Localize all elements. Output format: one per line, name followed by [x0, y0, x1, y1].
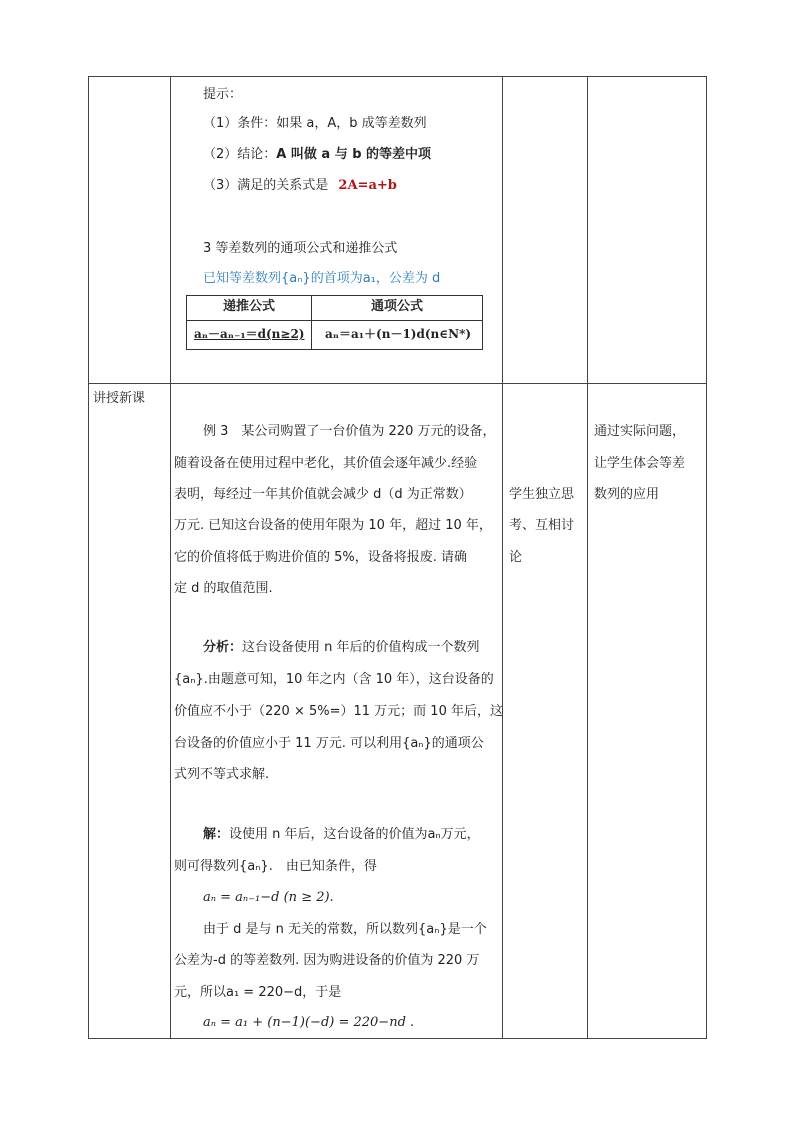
recursive-formula: aₙ－aₙ₋₁＝d(n≥2) [194, 327, 305, 341]
solution-first: 设使用 n 年后，这台设备的价值为aₙ万元， [229, 827, 480, 842]
table-right-border [706, 76, 707, 1039]
example-line: 例 3 某公司购置了一台价值为 220 万元的设备， [203, 424, 496, 439]
analysis-first: 这台设备使用 n 年后的价值构成一个数列 [242, 640, 480, 655]
table-col-divider-3 [587, 76, 588, 1039]
example-line: 万元. 已知这台设备的使用年限为 10 年，超过 10 年， [174, 518, 492, 533]
solution-first-line [203, 827, 480, 843]
general-formula: aₙ＝a₁＋(n－1)d(n∈N*) [325, 327, 472, 341]
example-line: 定 d 的取值范围. [174, 581, 273, 596]
hint-line-1: （1）条件：如果 a，A，b 成等差数列 [203, 116, 427, 131]
student-activity-line: 学生独立思 [509, 487, 575, 502]
solution-line: 则可得数列{aₙ}. 由已知条件，得 [174, 859, 377, 874]
analysis-line: {aₙ}.由题意可知，10 年之内（含 10 年），这台设备的 [174, 672, 494, 687]
table-row-divider [88, 383, 707, 384]
table-top-border [88, 76, 707, 77]
section-3-intro: 已知等差数列{aₙ}的首项为a₁，公差为 d [203, 271, 441, 286]
design-intent-line: 通过实际问题， [594, 424, 686, 439]
hint-line-2 [203, 147, 431, 163]
table-left-border [88, 76, 89, 1039]
analysis-line: 台设备的价值应小于 11 万元. 可以利用{aₙ}的通项公 [174, 736, 484, 751]
hint-formula: 2A=a+b [338, 178, 397, 193]
analysis-first-line [203, 640, 480, 656]
formula-header-recursive: 递推公式 [222, 299, 275, 314]
student-activity-line: 考、互相讨 [509, 518, 575, 533]
table-col-divider-1 [170, 76, 171, 1039]
design-intent-line: 数列的应用 [594, 487, 660, 502]
analysis-line: 式列不等式求解. [174, 767, 270, 782]
section-3-title: 3 等差数列的通项公式和递推公式 [203, 241, 398, 256]
analysis-line: 价值应不小于（220 × 5%=）11 万元；而 10 年后，这 [174, 704, 503, 719]
solution-label: 解： [203, 827, 230, 842]
solution-line: 元，所以a₁ = 220−d，于是 [174, 985, 342, 1000]
formula-table [186, 295, 483, 350]
formula-header-general: 通项公式 [370, 299, 423, 314]
table-col-divider-2 [502, 76, 503, 1039]
student-activity-line: 论 [509, 550, 523, 565]
hint-line-2-bold: A 叫做 a 与 b 的等差中项 [276, 147, 432, 162]
example-line: 表明，每经过一年其价值就会减少 d（d 为正常数） [174, 487, 472, 502]
example-line: 随着设备在使用过程中老化，其价值会逐年减少.经验 [174, 456, 478, 471]
analysis-label: 分析： [203, 640, 243, 655]
design-intent-line: 让学生体会等差 [594, 456, 686, 471]
table-bottom-border [88, 1038, 707, 1039]
hint-title: 提示： [203, 87, 243, 102]
row-label-new-lesson: 讲授新课 [93, 391, 146, 406]
solution-line: 由于 d 是与 n 无关的常数，所以数列{aₙ}是一个 [203, 922, 487, 937]
hint-line-2-prefix: （2）结论： [203, 147, 277, 162]
solution-line: 公差为-d 的等差数列. 因为购进设备的价值为 220 万 [174, 953, 480, 968]
solution-general-formula: aₙ = a₁ + (n−1)(−d) = 220−nd . [203, 1015, 415, 1030]
hint-line-3-prefix: （3）满足的关系式是 [203, 178, 329, 193]
solution-recursive-formula: aₙ = aₙ₋₁−d (n ≥ 2). [203, 890, 334, 905]
hint-line-3 [203, 178, 397, 194]
example-line: 它的价值将低于购进价值的 5%，设备将报废. 请确 [174, 550, 468, 565]
